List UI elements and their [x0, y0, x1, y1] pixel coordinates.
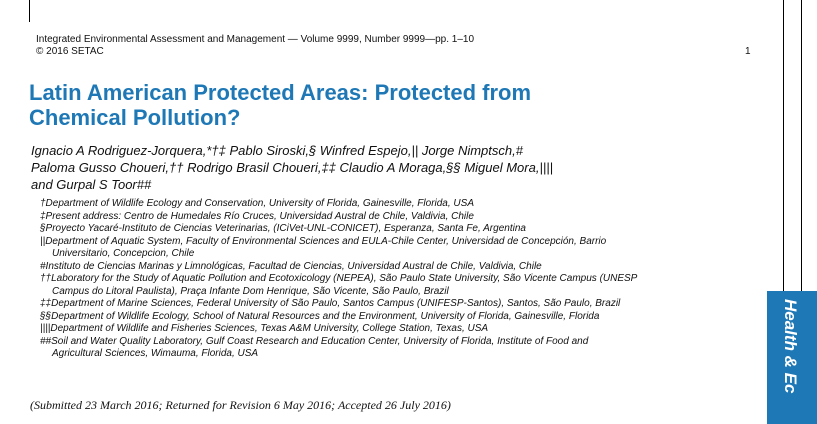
affiliation-item: ||Department of Aquatic System, Faculty of Environmental Sciences and EULA-Chile Center, Universidad de Concepción, Barrio [40, 235, 607, 247]
author-list [31, 142, 731, 193]
affiliation-item-continued: Campus do Litoral Paulista), Praça Infante Dom Henrique, São Vicente, São Paulo, Brazil [52, 285, 449, 297]
affiliation-list [40, 198, 780, 361]
article-title-line-2: Chemical Pollution? [29, 105, 241, 130]
affiliation-item: §§Department of Wildlife Ecology, School of Natural Resources and the Environment, University of Florida, Gainesville, Florida [40, 310, 600, 322]
section-side-tab [767, 291, 817, 424]
article-title-line-1: Latin American Protected Areas: Protected from [29, 80, 532, 105]
affiliation-item-continued: Agricultural Sciences, Wimauma, Florida, USA [52, 348, 259, 359]
submission-dates: (Submitted 23 March 2016; Returned for Revision 6 May 2016; Accepted 26 July 2016) [30, 398, 451, 412]
affiliation-item: †Department of Wildlife Ecology and Conservation, University of Florida, Gainesville, Florida, USA [40, 198, 474, 209]
affiliation-item: ||||Department of Wildlife and Fisheries Sciences, Texas A&M University, College Station, Texas, USA [40, 323, 489, 334]
affiliation-item: ‡‡Department of Marine Sciences, Federal University of São Paulo, Santos Campus (UNIFESP-Santos), Santos, São Paulo, Brazil [40, 298, 621, 309]
section-side-tab-label: Health & Ec [781, 299, 800, 394]
affiliation-item: §Proyecto Yacaré-Instituto de Ciencias Veterinarias, (ICiVet-UNL-CONICET), Esperanza, Santa Fe, Argentina [40, 223, 526, 234]
article-title [29, 80, 729, 130]
author-line-2: Paloma Gusso Choueri,†† Rodrigo Brasil Choueri,‡‡ Claudio A Moraga,§§ Miguel Mora,|||| [31, 160, 553, 175]
affiliation-item: ‡Present address: Centro de Humedales Río Cruces, Universidad Austral de Chile, Valdivia, Chile [40, 210, 474, 222]
journal-citation: Integrated Environmental Assessment and Management — Volume 9999, Number 9999—pp. 1–10 [36, 34, 475, 45]
affiliation-item-continued: Universitario, Concepcion, Chile [52, 248, 195, 259]
author-line-3: and Gurpal S Toor## [31, 177, 152, 192]
author-line-1: Ignacio A Rodriguez-Jorquera,*†‡ Pablo Siroski,§ Winfred Espejo,|| Jorge Nimptsch,# [31, 143, 523, 158]
affiliation-item: ##Soil and Water Quality Laboratory, Gulf Coast Research and Education Center, University of Florida, Institute of Food and [40, 335, 589, 347]
affiliation-item: ††Laboratory for the Study of Aquatic Pollution and Ecotoxicology (NEPEA), São Paulo State University, São Vicente Campus (UNESP [40, 273, 638, 284]
page-number: 1 [745, 46, 751, 57]
affiliation-item: #Instituto de Ciencias Marinas y Limnológicas, Facultad de Ciencias, Universidad Austral de Chile, Valdivia, Chile [40, 260, 542, 272]
copyright-notice: © 2016 SETAC [36, 46, 104, 57]
top-rule [29, 0, 30, 22]
